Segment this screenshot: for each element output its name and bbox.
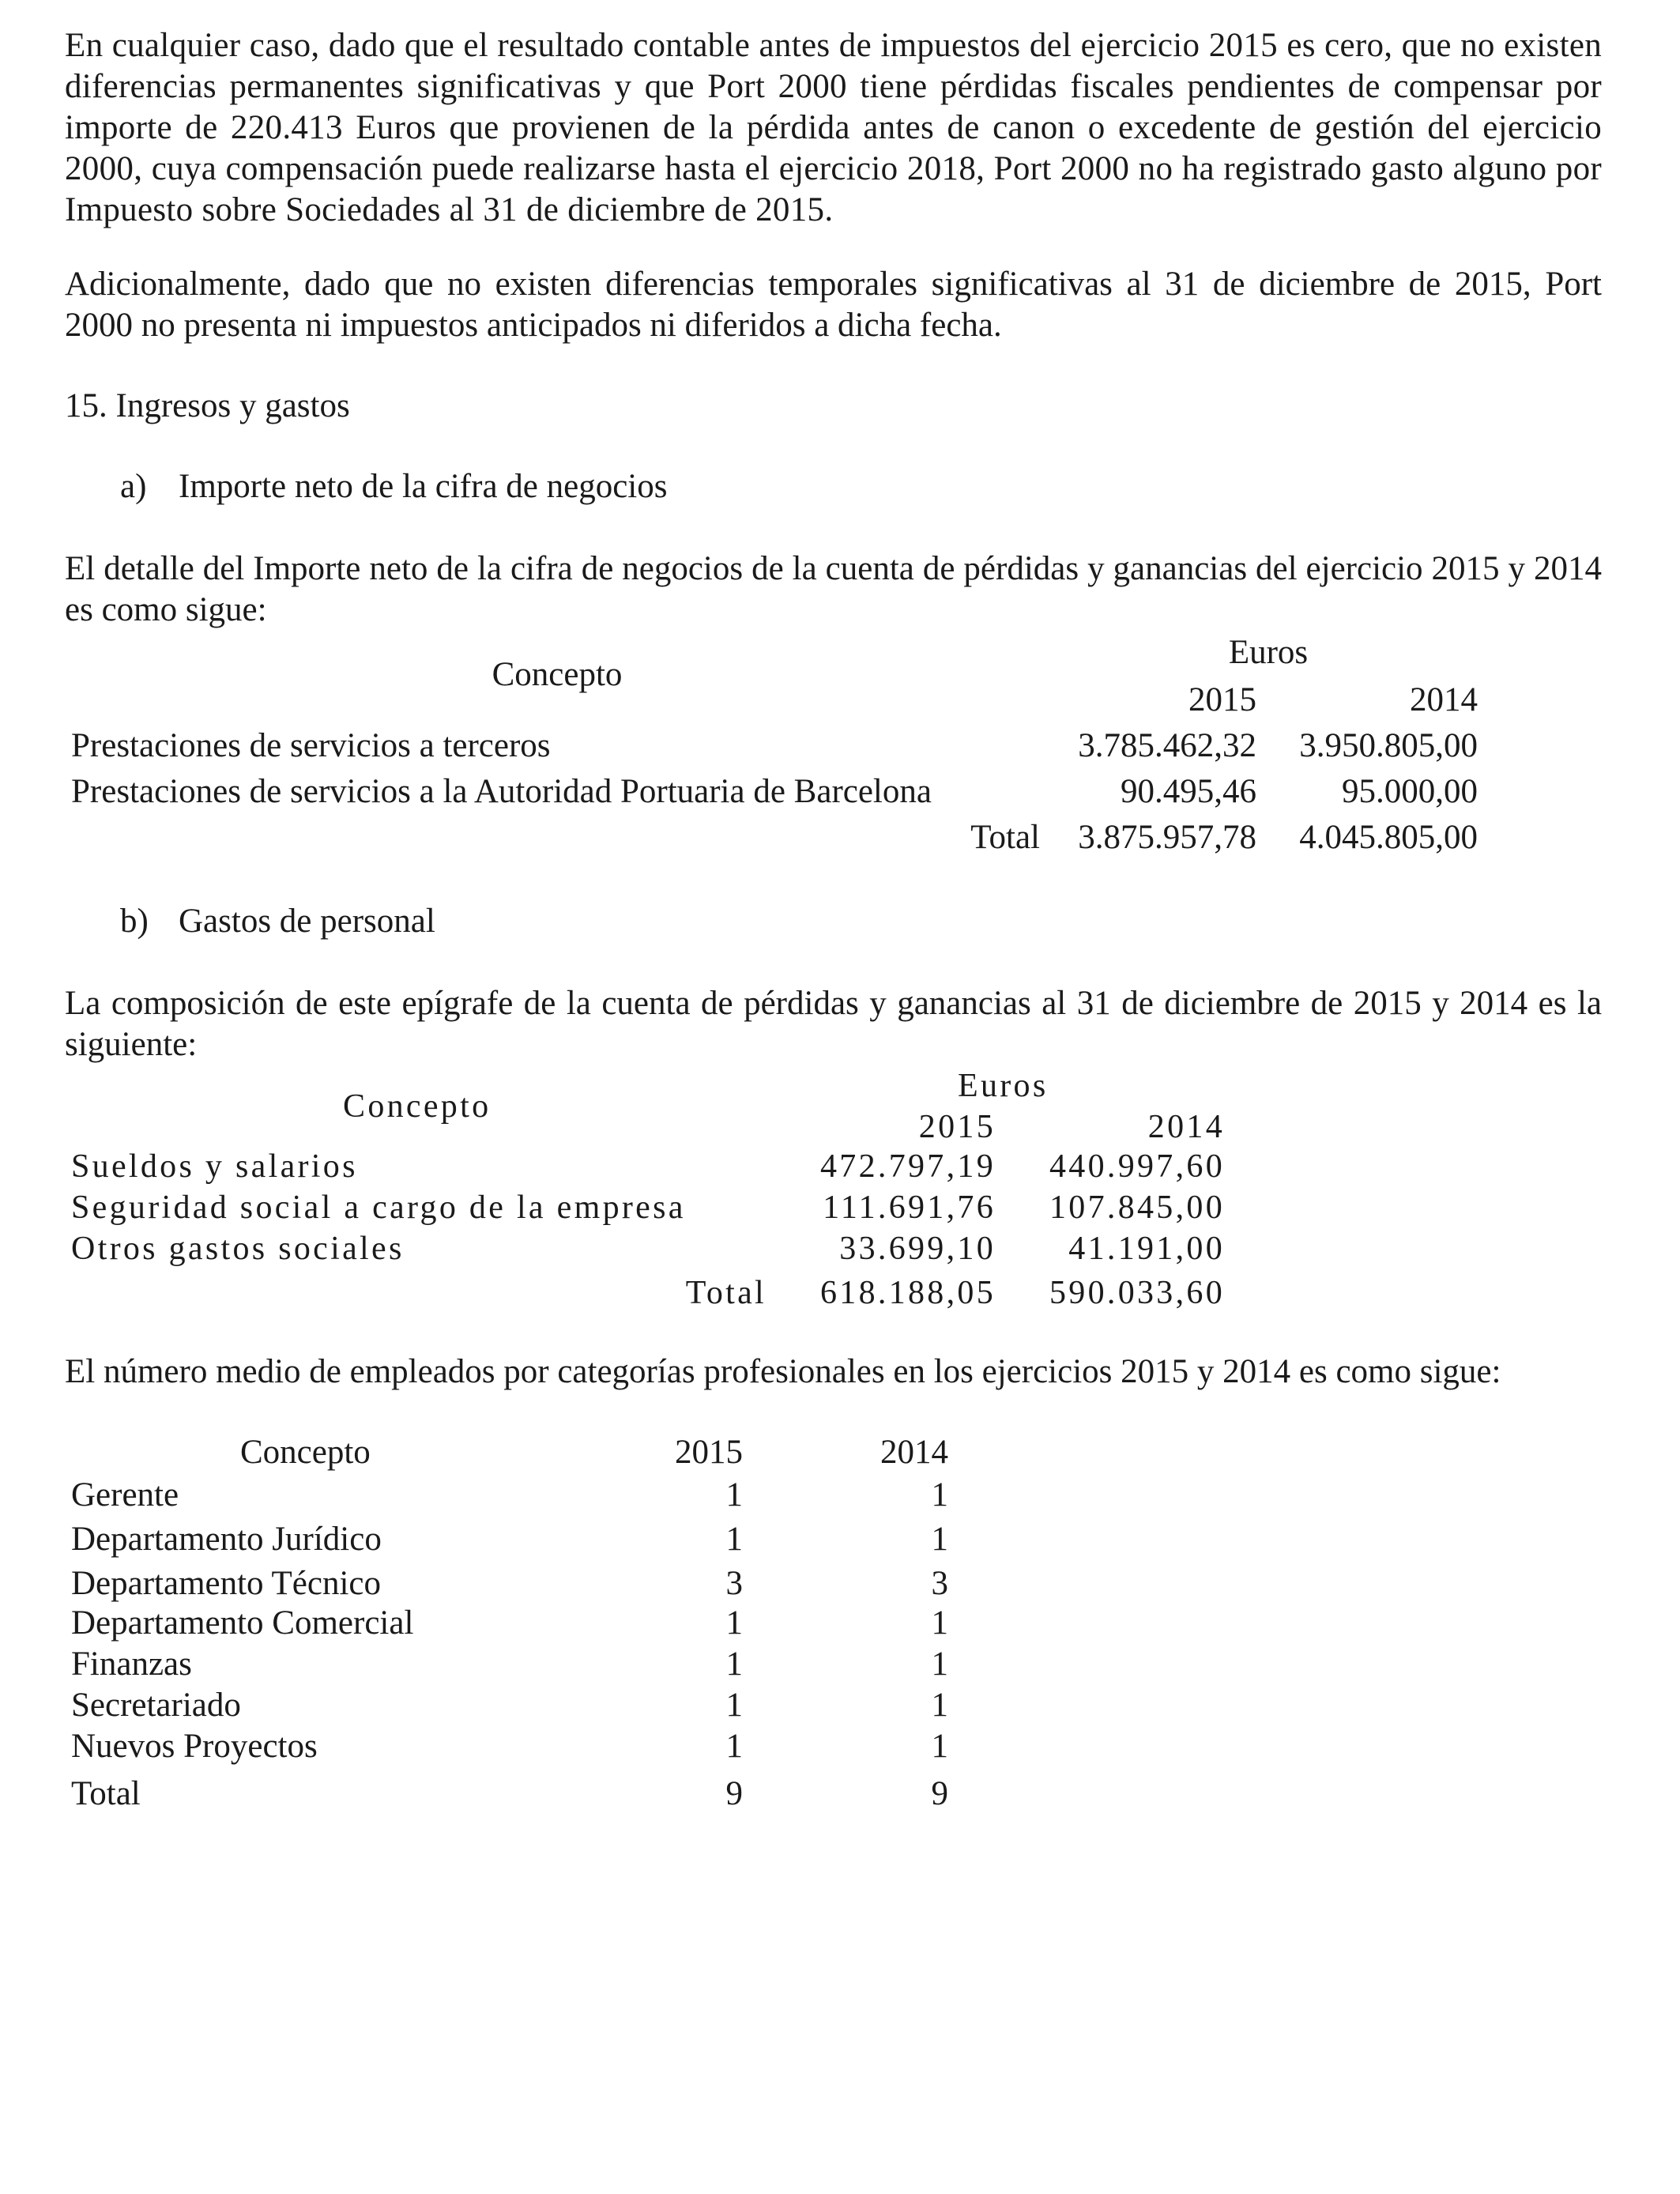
personnel-year-2014-header: 2014 — [1147, 1109, 1225, 1145]
personnel-total-2015: 618.188,05 — [820, 1275, 996, 1311]
personnel-row-2015: 33.699,10 — [839, 1231, 996, 1267]
revenue-row-2015: 3.785.462,32 — [1078, 727, 1256, 764]
paragraph-employees-intro: El número medio de empleados por categorías profesionales en los ejercicios 2015 y 2014 es como sigue: — [65, 1353, 1501, 1390]
personnel-row-concept: Sueldos y salarios — [71, 1148, 358, 1185]
personnel-row-concept: Otros gastos sociales — [71, 1231, 405, 1267]
employees-year-2015-header: 2015 — [675, 1434, 743, 1471]
revenue-currency-header: Euros — [1228, 634, 1309, 671]
revenue-total-2014: 4.045.805,00 — [1299, 819, 1478, 856]
employees-row-concept: Departamento Jurídico — [71, 1521, 382, 1558]
revenue-year-2015-header: 2015 — [1188, 681, 1256, 718]
employees-year-2014-header: 2014 — [880, 1434, 948, 1471]
employees-row-2014: 1 — [931, 1521, 948, 1558]
personnel-row-2015: 472.797,19 — [820, 1148, 996, 1185]
employees-row-concept: Nuevos Proyectos — [71, 1728, 318, 1765]
personnel-row-concept: Seguridad social a cargo de la empresa — [71, 1189, 686, 1226]
employees-row-concept: Secretariado — [71, 1687, 241, 1724]
revenue-row-concept: Prestaciones de servicios a terceros — [71, 727, 551, 764]
employees-row-2015: 1 — [725, 1521, 743, 1558]
employees-row-concept: Finanzas — [71, 1646, 192, 1683]
personnel-total-label: Total — [685, 1275, 767, 1311]
personnel-year-2015-header: 2015 — [918, 1109, 996, 1145]
paragraph-personnel-intro: La composición de este epígrafe de la cuenta de pérdidas y ganancias al 31 de diciembre de 2015 y 2014 es la siguiente: — [65, 985, 1602, 1063]
subsection-b-title: Gastos de personal — [179, 903, 435, 940]
revenue-concept-header: Concepto — [492, 656, 623, 693]
revenue-row-2014: 3.950.805,00 — [1299, 727, 1478, 764]
personnel-currency-header: Euros — [958, 1068, 1049, 1104]
employees-row-2014: 3 — [931, 1565, 948, 1602]
employees-row-2015: 1 — [725, 1646, 743, 1683]
employees-row-2015: 1 — [725, 1728, 743, 1765]
subsection-a-title: Importe neto de la cifra de negocios — [179, 468, 668, 505]
employees-row-2014: 1 — [931, 1646, 948, 1683]
section-heading: 15. Ingresos y gastos — [65, 387, 350, 424]
paragraph-revenue-intro: El detalle del Importe neto de la cifra de negocios de la cuenta de pérdidas y ganancias del ejercicio 2015 y 2014 es como sigue: — [65, 550, 1602, 628]
employees-row-2015: 3 — [725, 1565, 743, 1602]
revenue-row-2015: 90.495,46 — [1121, 773, 1256, 810]
revenue-row-2014: 95.000,00 — [1342, 773, 1478, 810]
employees-row-concept: Departamento Comercial — [71, 1604, 414, 1642]
revenue-total-label: Total — [970, 819, 1040, 856]
employees-total-label: Total — [71, 1775, 141, 1812]
personnel-row-2014: 107.845,00 — [1049, 1189, 1225, 1226]
employees-row-concept: Departamento Técnico — [71, 1565, 381, 1602]
employees-row-2014: 1 — [931, 1604, 948, 1642]
employees-total-2015: 9 — [725, 1775, 743, 1812]
employees-total-2014: 9 — [931, 1775, 948, 1812]
subsection-a-marker: a) — [120, 468, 147, 505]
revenue-year-2014-header: 2014 — [1410, 681, 1478, 718]
employees-row-2014: 1 — [931, 1476, 948, 1514]
personnel-concept-header: Concepto — [343, 1088, 492, 1125]
employees-row-2014: 1 — [931, 1687, 948, 1724]
paragraph-temporary-differences: Adicionalmente, dado que no existen diferencias temporales significativas al 31 de diciembre de 2015, Port 2000 no presenta ni impuestos anticipados ni diferidos a dicha fecha. — [65, 266, 1602, 344]
employees-concept-header: Concepto — [240, 1434, 371, 1471]
subsection-b-marker: b) — [120, 903, 149, 940]
personnel-total-2014: 590.033,60 — [1049, 1275, 1225, 1311]
revenue-total-2015: 3.875.957,78 — [1078, 819, 1256, 856]
personnel-row-2014: 440.997,60 — [1049, 1148, 1225, 1185]
employees-row-2015: 1 — [725, 1687, 743, 1724]
employees-row-concept: Gerente — [71, 1476, 179, 1514]
employees-row-2014: 1 — [931, 1728, 948, 1765]
employees-row-2015: 1 — [725, 1604, 743, 1642]
employees-row-2015: 1 — [725, 1476, 743, 1514]
personnel-row-2015: 111.691,76 — [823, 1189, 996, 1226]
personnel-row-2014: 41.191,00 — [1068, 1231, 1225, 1267]
revenue-row-concept: Prestaciones de servicios a la Autoridad Portuaria de Barcelona — [71, 773, 932, 810]
paragraph-tax-result: En cualquier caso, dado que el resultado contable antes de impuestos del ejercicio 2015 es cero, que no existen diferencias permanentes significativas y que Port 2000 tiene pérdidas fiscales pendientes de compensar por importe de 220.413 Euros que provienen de la pérdida antes de canon o excedente de gestión del ejercicio 2000, cuya compensación puede realizarse hasta el ejercicio 2018, Port 2000 no ha registrado gasto alguno por Impuesto sobre Sociedades al 31 de diciembre de 2015. — [65, 27, 1602, 228]
